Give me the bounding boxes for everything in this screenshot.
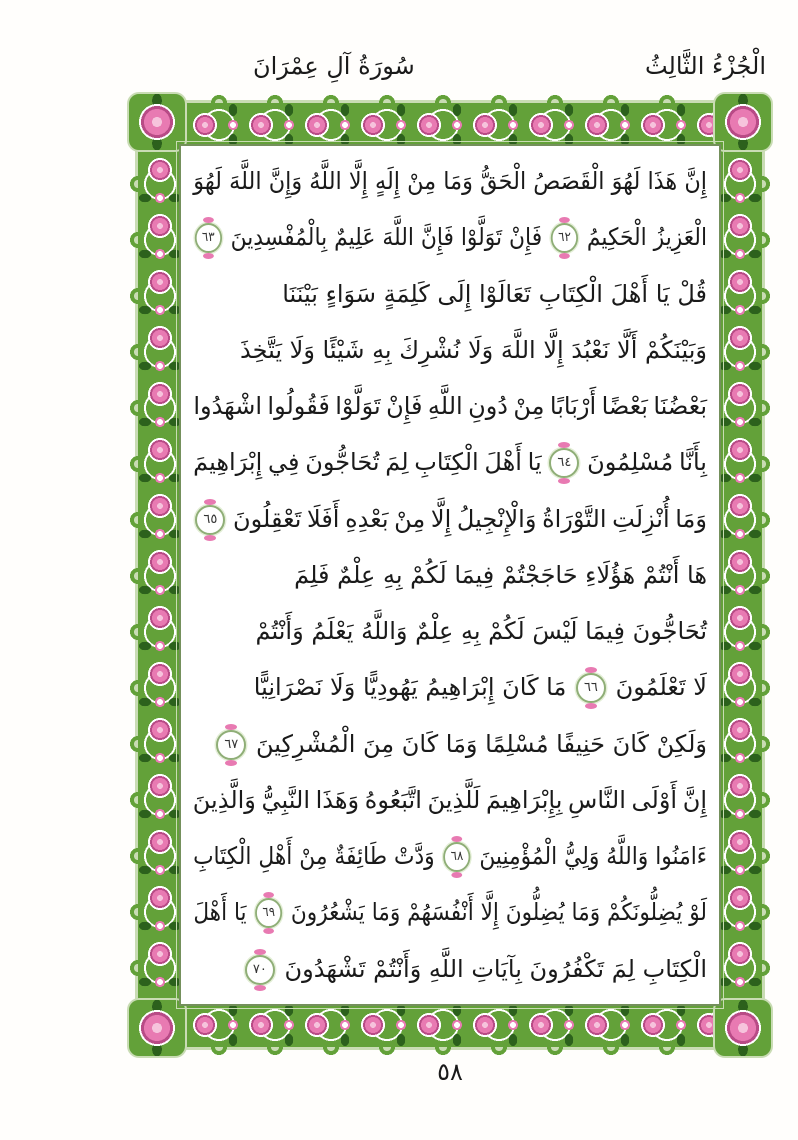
ayah-marker: ٦٢ bbox=[551, 223, 578, 253]
ayah-marker: ٦٨ bbox=[443, 842, 470, 872]
border-band-left bbox=[135, 100, 184, 1050]
ayah-marker: ٦٦ bbox=[576, 673, 606, 703]
quran-line: وَمَا أُنْزِلَتِ التَّوْرَاةُ وَالْإِنْجِيلُ إِلَّا مِنْ بَعْدِهِ أَفَلَا تَعْقِلُونَ ٦٥ bbox=[193, 492, 707, 548]
surah-title: سُورَةُ آلِ عِمْرَانَ bbox=[253, 52, 415, 80]
ayah-marker: ٧٠ bbox=[245, 955, 275, 985]
corner-flower-icon bbox=[713, 998, 773, 1058]
ornamental-border bbox=[135, 100, 765, 1050]
quran-line: لَوْ يُضِلُّونَكُمْ وَمَا يُضِلُّونَ إِلَّا أَنْفُسَهُمْ وَمَا يَشْعُرُونَ ٦٩ يَا أَهْلَ bbox=[193, 898, 707, 927]
ayah-marker: ٦٥ bbox=[195, 505, 225, 535]
quran-line: وَبَيْنَكُمْ أَلَّا نَعْبُدَ إِلَّا اللَّهَ وَلَا نُشْرِكَ بِهِ شَيْئًا وَلَا يَتَّخِذَ bbox=[239, 335, 707, 364]
quran-line: الْعَزِيزُ الْحَكِيمُ ٦٢ فَإِنْ تَوَلَّوْا فَإِنَّ اللَّهَ عَلِيمٌ بِالْمُفْسِدِينَ ٦٣ bbox=[240, 210, 707, 266]
quran-line: وَلَكِنْ كَانَ حَنِيفًا مُسْلِمًا وَمَا كَانَ مِنَ الْمُشْرِكِينَ ٦٧ bbox=[193, 717, 707, 773]
quran-line: هَا أَنْتُمْ هَؤُلَاءِ حَاجَجْتُمْ فِيمَا لَكُمْ بِهِ عِلْمٌ فَلِمَ bbox=[294, 560, 707, 589]
text-area bbox=[179, 144, 721, 1006]
quran-lines bbox=[193, 154, 707, 998]
quran-line: الْكِتَابِ لِمَ تَكْفُرُونَ بِآيَاتِ اللَّهِ وَأَنْتُمْ تَشْهَدُونَ ٧٠ bbox=[193, 942, 707, 998]
quran-line: تُحَاجُّونَ فِيمَا لَيْسَ لَكُمْ بِهِ عِلْمٌ وَاللَّهُ يَعْلَمُ وَأَنْتُمْ bbox=[255, 617, 707, 646]
page-number: ٥٨ bbox=[437, 1058, 463, 1086]
corner-flower-icon bbox=[127, 998, 187, 1058]
quran-line: ءَامَنُوا وَاللَّهُ وَلِيُّ الْمُؤْمِنِينَ ٦٨ وَدَّتْ طَائِفَةٌ مِنْ أَهْلِ الْكِتَابِ bbox=[193, 842, 707, 871]
ayah-marker: ٦٤ bbox=[549, 448, 579, 478]
quran-line: بَعْضُنَا بَعْضًا أَرْبَابًا مِنْ دُونِ اللَّهِ فَإِنْ تَوَلَّوْا فَقُولُوا اشْهَدُوا bbox=[193, 392, 707, 421]
ayah-marker: ٦٩ bbox=[255, 898, 282, 928]
corner-flower-icon bbox=[127, 92, 187, 152]
border-band-bottom bbox=[135, 1001, 765, 1050]
quran-line: إِنَّ أَوْلَى النَّاسِ بِإِبْرَاهِيمَ لَلَّذِينَ اتَّبَعُوهُ وَهَذَا النَّبِيُّ وَالَّذِينَ bbox=[192, 785, 707, 814]
quran-line: قُلْ يَا أَهْلَ الْكِتَابِ تَعَالَوْا إِلَى كَلِمَةٍ سَوَاءٍ بَيْنَنَا bbox=[282, 279, 707, 308]
corner-flower-icon bbox=[713, 92, 773, 152]
ayah-marker: ٦٣ bbox=[195, 223, 222, 253]
quran-line: إِنَّ هَذَا لَهُوَ الْقَصَصُ الْحَقُّ وَمَا مِنْ إِلَهٍ إِلَّا اللَّهُ وَإِنَّ اللَّهَ لَهُوَ bbox=[193, 167, 708, 195]
quran-line: لَا تَعْلَمُونَ ٦٦ مَا كَانَ إِبْرَاهِيمُ يَهُودِيًّا وَلَا نَصْرَانِيًّا bbox=[253, 673, 707, 702]
border-band-top bbox=[135, 100, 765, 149]
juz-title: الْجُزْءُ الثَّالِثُ bbox=[644, 52, 766, 80]
quran-line: بِأَنَّا مُسْلِمُونَ ٦٤ يَا أَهْلَ الْكِتَابِ لِمَ تُحَاجُّونَ فِي إِبْرَاهِيمَ bbox=[193, 448, 707, 477]
border-band-right bbox=[716, 100, 765, 1050]
ayah-marker: ٦٧ bbox=[216, 730, 246, 760]
